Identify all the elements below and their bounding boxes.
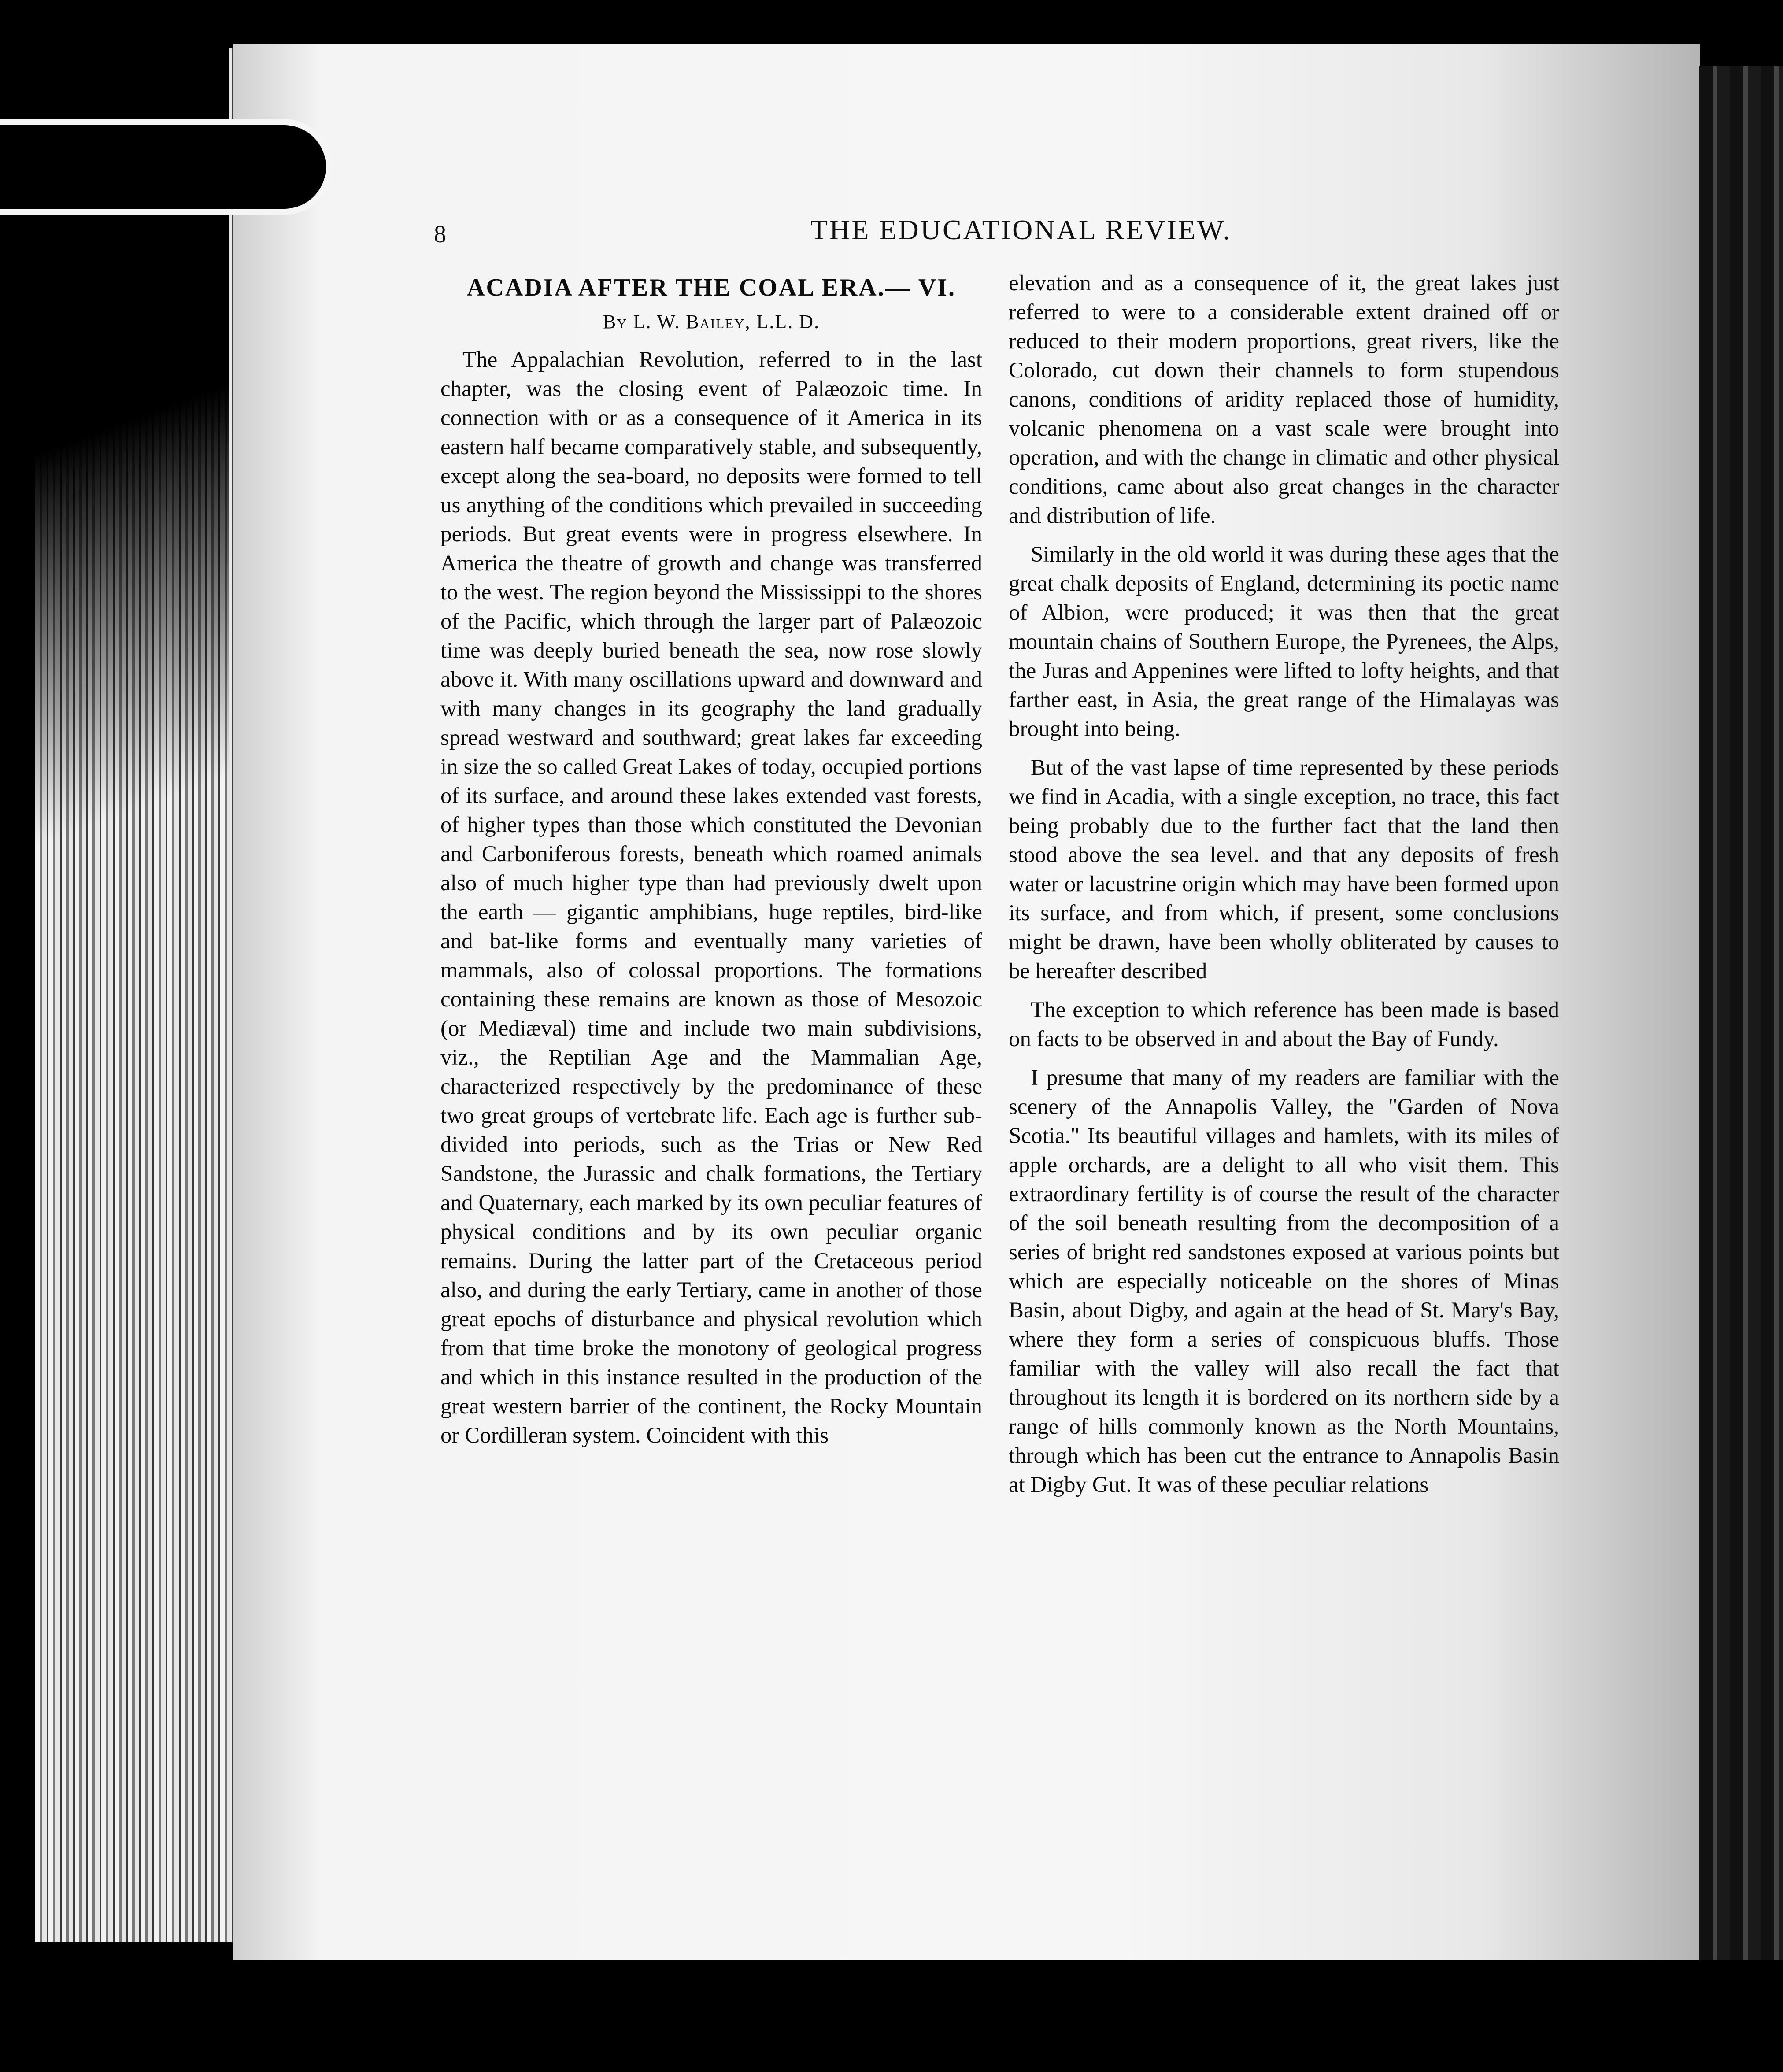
article-title: ACADIA AFTER THE COAL ERA.— VI. (466, 274, 956, 301)
paragraph-continuation: elevation and as a consequence of it, the great lakes just referred to were to a considerable extent drained off or reduced to their modern proportions, great rivers, like the Colorado, cut down their channels to form stupendous canons, conditions of aridity replaced those of humidity, volcanic phenomena on a vast scale were brought into operation, and with the change in climatic and other physical conditions, came about also great changes in the character and distribution of life. (1009, 271, 1559, 528)
paragraph: The exception to which reference has been made is based on facts to be observed in and about the Bay of Fundy. (1009, 998, 1559, 1051)
page-number: 8 (434, 221, 446, 248)
right-column (1009, 269, 1559, 1509)
left-column (440, 273, 982, 1460)
article-byline (440, 307, 982, 337)
right-page-edges (1699, 66, 1783, 1960)
paragraph: But of the vast lapse of time represented by these periods we find in Acadia, with a single exception, no trace, this fact being probably due to the further fact that the land then stood above the sea level. and that any deposits of fresh water or lacustrine origin which may have been formed upon its surface, and from which, if present, some conclusions might be drawn, have been wholly obliterated by causes to be hereafter described (1009, 755, 1559, 984)
paragraph: Similarly in the old world it was during these ages that the great chalk deposits of England, determining its poetic name of Albion, were produced; it was then that the great mountain chains of Southern Europe, the Pyrenees, the Alps, the Juras and Appenines were lifted to lofty heights, and that farther east, in Asia, the great range of the Himalayas was brought into being. (1009, 542, 1559, 741)
page-clip (0, 119, 332, 215)
running-title: THE EDUCATIONAL REVIEW. (810, 214, 1232, 245)
paragraph: I presume that many of my readers are familiar with the scenery of the Annapolis Valley, the "Garden of Nova Scotia." Its beautiful villages and hamlets, with its miles of apple orchards, are a delight to all who visit them. This extraordinary fertility is of course the result of the character of the soil beneath resulting from the decomposition of a series of bright red sandstones exposed at various points but which are especially noticeable on the shores of Minas Basin, about Digby, and again at the head of St. Mary's Bay, where they form a series of conspicuous bluffs. Those familiar with the valley will also recall the fact that throughout its length it is bordered on its northern side by a range of hills commonly known as the North Mountains, through which has been cut the entrance to Annapolis Basin at Digby Gut. It was of these peculiar relations (1009, 1066, 1559, 1497)
paragraph: The Appalachian Revolution, referred to in the last chapter, was the closing event of Palæozoic time. In connection with or as a consequence of it America in its eastern half became comparatively stable, and subsequently, except along the sea-board, no deposits were formed to tell us anything of the conditions which prevailed in succeeding periods. But great events were in progress elsewhere. In America the theatre of growth and change was transferred to the west. The region beyond the Mississippi to the shores of the Pacific, which through the larger part of Palæozoic time was deeply buried beneath the sea, now rose slowly above it. With many oscillations upward and downward and with many changes in its geography the land gradually spread westward and southward; great lakes far exceeding in size the so called Great Lakes of today, occupied portions of its surface, and around these lakes extended vast forests, of higher types than those which constituted the Devonian and Carboniferous forests, beneath which roamed animals also of much higher type than had previously dwelt upon the earth — gigantic amphibians, huge reptiles, bird-like and bat-like forms and eventually many varieties of mammals, also of colossal proportions. The formations containing these remains are known as those of Mesozoic (or Mediæval) time and include two main subdivisions, viz., the Reptilian Age and the Mammalian Age, characterized respectively by the predominance of these two great groups of vertebrate life. Each age is further sub-divided into periods, such as the Trias or New Red Sandstone, the Jurassic and chalk formations, the Tertiary and Quaternary, each marked by its own peculiar features of physical conditions and by its own peculiar organic remains. During the latter part of the Cretaceous period also, and during the early Tertiary, came in another of those great epochs of disturbance and physical revolution which from that time broke the monotony of geological progress and which in this instance resulted in the production of the great western barrier of the continent, the Rocky Mountain or Cordilleran system. Coincident with this (440, 348, 982, 1448)
byline-name: L. W. Bailey, L.L. D. (633, 311, 820, 333)
byline-prefix: By (603, 311, 628, 333)
